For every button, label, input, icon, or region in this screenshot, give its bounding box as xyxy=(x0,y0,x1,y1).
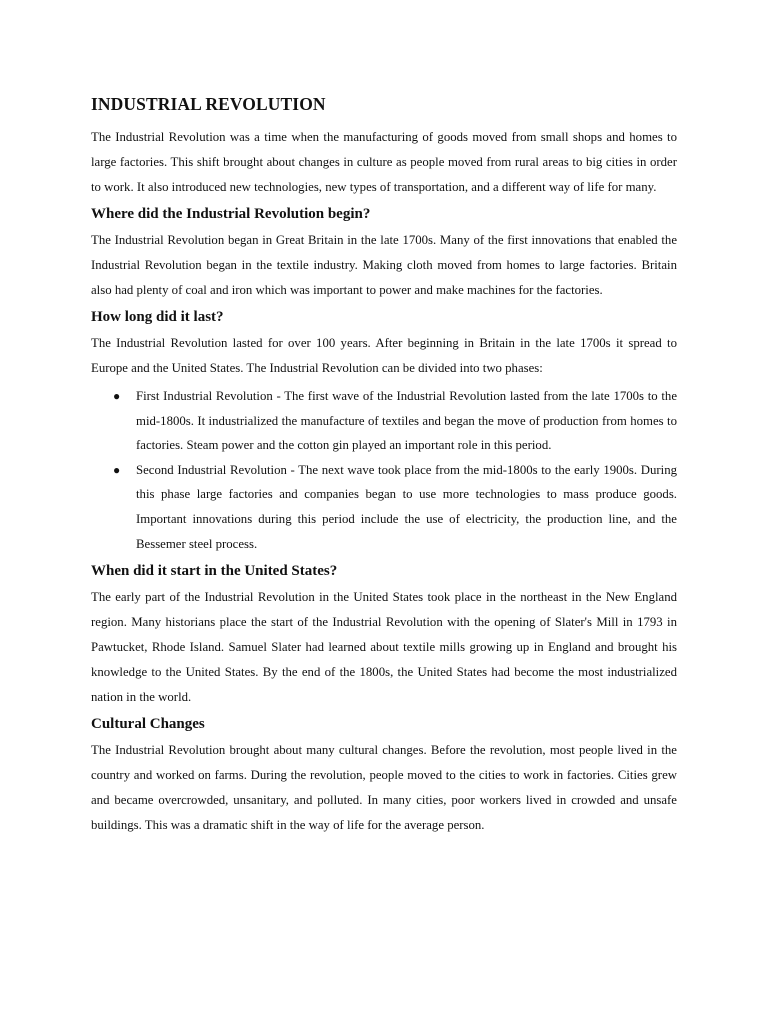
section-heading-united-states: When did it start in the United States? xyxy=(91,563,338,580)
section-heading-cultural-changes: Cultural Changes xyxy=(91,716,205,733)
list-item-text: Second Industrial Revolution - The next wave took place from the mid-1800s to the early 1900s. During this phase large factories and companies began to use more technologies to mass produce goods. Important innovations during this period include the use of electricity, the production line, and the Bessemer steel process. xyxy=(136,462,677,551)
document-page xyxy=(91,92,677,841)
intro-paragraph: The Industrial Revolution was a time when the manufacturing of goods moved from small shops and homes to large factories. This shift brought about changes in culture as people moved from rural areas to big cities in order to work. It also introduced new technologies, new types of transportation, and a different way of life for many. xyxy=(91,130,677,194)
bullet-icon: ● xyxy=(113,462,121,477)
document-title: INDUSTRIAL REVOLUTION xyxy=(91,94,326,114)
section-heading-origin: Where did the Industrial Revolution begin? xyxy=(91,206,371,222)
section-body-united-states: The early part of the Industrial Revolution in the United States took place in the northeast in the New England region. Many historians place the start of the Industrial Revolution with the opening of Slater's Mill in 1793 in Pawtucket, Rhode Island. Samuel Slater had learned about textile mills growing up in England and brought his knowledge to the United States. By the end of the 1800s, the United States had become the most industrialized nation in the world. xyxy=(91,590,677,705)
list-item-text: First Industrial Revolution - The first wave of the Industrial Revolution lasted from the late 1700s to the mid-1800s. It industrialized the manufacture of textiles and began the move of production from homes to factories. Steam power and the cotton gin played an important role in this period. xyxy=(136,389,677,453)
section-body-cultural-changes: The Industrial Revolution brought about many cultural changes. Before the revolution, most people lived in the country and worked on farms. During the revolution, people moved to the cities to work in factories. Cities grew and became overcrowded, unsanitary, and polluted. In many cities, poor workers lived in crowded and unsafe buildings. This was a dramatic shift in the way of life for the average person. xyxy=(91,743,677,833)
phases-list xyxy=(91,384,677,556)
list-item xyxy=(113,458,677,556)
section-body-duration: The Industrial Revolution lasted for over 100 years. After beginning in Britain in the late 1700s it spread to Europe and the United States. The Industrial Revolution can be divided into two phases: xyxy=(91,336,677,375)
list-item xyxy=(113,384,677,458)
bullet-icon: ● xyxy=(113,389,121,403)
section-body-origin: The Industrial Revolution began in Great Britain in the late 1700s. Many of the first innovations that enabled the Industrial Revolution began in the textile industry. Making cloth moved from homes to large factories. Britain also had plenty of coal and iron which was important to power and make machines for the factories. xyxy=(91,233,677,297)
section-heading-duration: How long did it last? xyxy=(91,309,224,325)
